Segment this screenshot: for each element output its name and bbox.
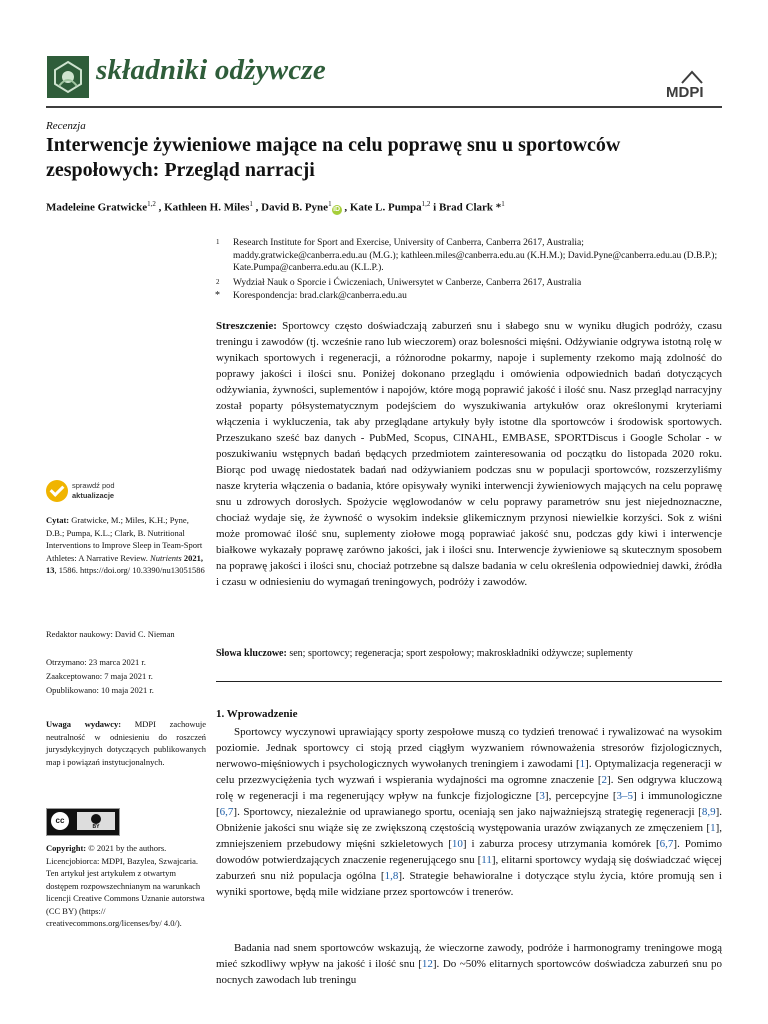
correspondence-text: Korespondencja: brad.clark@canberra.edu.au (233, 291, 407, 301)
abstract-label: Streszczenie: (216, 320, 277, 332)
copyright-text: © 2021 by the authors. Licencjobiorca: MDPI, Bazylea, Szwajcaria. Ten artykuł jest artykułem z otwartym dostępem rozpowszechnianym na warunkach licencji Creative Commons Uznanie autorstwa (CC BY) (https:// creativecommons.org/licenses/by/ 4.0/). (46, 843, 205, 928)
paragraph-text: ]. Optymalizacja regeneracji w celu przezwyciężenia tych wyzwań i wspierania wydajności ma ogromne znaczenie [ (216, 758, 723, 786)
author-name[interactable]: Kathleen H. Miles (164, 201, 250, 214)
citation-reference-link[interactable]: 12 (421, 958, 433, 970)
affiliation-2 (216, 277, 722, 290)
citation-label: Cytat: (46, 515, 70, 525)
author-affiliation-marker: 1 (328, 200, 332, 208)
journal-logo (47, 56, 89, 98)
citation-reference-link[interactable]: 11 (481, 854, 492, 866)
paragraph-text: ] i zaburza procesy utrzymania komórek [ (462, 838, 660, 850)
publisher-note-label: Uwaga wydawcy: (46, 719, 122, 729)
affiliation-number: 2 (216, 278, 220, 286)
received-date: Otrzymano: 23 marca 2021 r. (46, 657, 146, 667)
author-affiliation-marker: 1 (501, 200, 505, 208)
header-divider (46, 106, 722, 108)
journal-name: składniki odżywcze (96, 54, 326, 86)
citation-reference-link[interactable]: 2 (601, 774, 608, 786)
paragraph-text: ], percepcyjne [ (544, 790, 617, 802)
correspondence-marker: * (215, 290, 220, 301)
author-separator: , (341, 201, 350, 214)
citation-doi[interactable]: , 1586. https://doi.org/ 10.3390/nu13051586 (54, 565, 205, 575)
citation-reference-link[interactable]: 8,9 (701, 806, 716, 818)
paragraph-text: ]. Strategie behawioralne i dotyczące stylu życia, które promują sen i wyniki sportowe, będą mile widziane przez sportowców i trenerów. (216, 870, 722, 898)
citation-reference-link[interactable]: 1,8 (384, 870, 399, 882)
body-paragraph-1 (216, 724, 722, 900)
orcid-icon[interactable]: iD (333, 205, 341, 213)
published-date: Opublikowano: 10 maja 2021 r. (46, 685, 154, 695)
citation-reference-link[interactable]: 1 (579, 758, 586, 770)
affiliation-1 (216, 237, 722, 277)
author-name[interactable]: Kate L. Pumpa (349, 201, 422, 214)
accepted-date: Zaakceptowano: 7 maja 2021 r. (46, 671, 153, 681)
author-affiliation-marker: 1,2 (147, 200, 156, 208)
keywords (216, 647, 722, 661)
paragraph-text: Badania nad snem sportowców wskazują, że wieczorne zawody, podróże i harmonogramy treningowe mogą mieć szkodliwy wpływ na jakość i ilość snu [ (216, 942, 722, 970)
author-name[interactable]: David B. Pyne (261, 201, 329, 214)
citation-journal: Nutrients (150, 552, 182, 563)
affiliation-number: 1 (216, 238, 220, 246)
citation-reference-link[interactable]: 6,7 (219, 806, 234, 818)
paragraph-text: ]. Sen odgrywa kluczową rolę w regeneracji i ma regenerujący wpływ na funkcje fizjologiczne [ (216, 774, 722, 802)
author-affiliation-marker: 1 (249, 200, 253, 208)
author-name[interactable]: Madeleine Gratwicke (46, 201, 148, 214)
author-name[interactable]: Brad Clark * (438, 201, 502, 214)
article-type: Recenzja (46, 120, 86, 132)
publisher-note (46, 718, 206, 768)
copyright (46, 842, 206, 930)
author-affiliation-marker: 1,2 (421, 200, 431, 208)
paragraph-text: ], elitarni sportowcy wydają się doświadczać więcej zaburzeń snu niż populacja ogólna [ (216, 854, 722, 882)
author-separator: , (252, 201, 262, 214)
cc-label: cc (51, 812, 69, 830)
mdpi-logo-icon (680, 70, 704, 84)
attribution-person-icon (91, 814, 101, 824)
citation-reference-link[interactable]: 6,7 (659, 838, 674, 850)
keywords-label: Słowa kluczowe: (216, 648, 287, 659)
keywords-text: sen; sportowcy; regeneracja; sport zespołowy; makroskładniki odżywcze; suplementy (289, 648, 633, 659)
citation-year: 2021, 13 (46, 552, 203, 575)
body-paragraph-2 (216, 940, 722, 988)
author-separator: , (155, 201, 165, 214)
cc-by-license-icon[interactable] (46, 808, 120, 836)
article-title: Interwencje żywieniowe mające na celu poprawę snu u sportowców zespołowych: Przegląd narracji (46, 134, 621, 181)
journal-emblem-icon (47, 56, 89, 98)
abstract (216, 318, 722, 590)
paragraph-text: ]. Pomimo dowodów potwierdzających znaczenie regenerującego snu [ (216, 838, 723, 866)
citation-reference-link[interactable]: 3 (539, 790, 545, 802)
affiliation-text: Wydział Nauk o Sporcie i Ćwiczeniach, Uniwersytet w Canberze, Canberra 2617, Australia (233, 278, 582, 288)
publisher-logo (664, 70, 722, 106)
paragraph-text: ], zmniejszeniem przebudowy mięśni szkieletowych [ (216, 822, 722, 850)
publisher-name: MDPI (666, 84, 704, 101)
publisher-note-text: MDPI zachowuje neutralność w odniesieniu do roszczeń jurysdykcyjnych dotyczących publikowanych map i powiązań instytucjonalnych. (46, 719, 206, 767)
paragraph-text: Sportowcy wyczynowi uprawiający sporty zespołowe muszą co tydzień trenować i rywalizować na wysokim poziomie. Jednak sportowcy ci stoją przed ciągłym wyzwaniem równoważenia stresorów fizjologicznych, nerwowo-mięśniowych i psychologicznych wywołanych treningiem i zawodami [ (216, 726, 722, 770)
author-separator: i (430, 201, 439, 214)
keywords-divider (216, 681, 722, 682)
paragraph-text: ] i immunologiczne [ (216, 790, 722, 818)
citation-reference-link[interactable]: 3–5 (616, 790, 633, 802)
citation-text: Gratwicke, M.; Miles, K.H.; Pyne, D.B.; Pumpa, K.L.; Clark, B. Nutritional Interventions to Improve Sleep in Team-Sport Athletes: A Narrative Review. (46, 515, 203, 563)
academic-editor: Redaktor naukowy: David C. Nieman (46, 629, 175, 639)
by-label: BY (92, 824, 100, 830)
paragraph-text: ]. Sportowcy, niezależnie od uprawianego sportu, oceniają sen jako najważniejszą strategię regeneracji [ (233, 806, 702, 818)
section-heading: 1. Wprowadzenie (216, 708, 298, 720)
by-box (77, 812, 115, 830)
citation-reference-link[interactable]: 10 (451, 838, 463, 850)
check-for-updates-icon[interactable] (46, 480, 68, 502)
citation (46, 514, 206, 577)
check-for-updates-link[interactable] (72, 481, 115, 501)
citation-reference-link[interactable]: 1 (710, 822, 716, 834)
author-list (46, 200, 722, 215)
correspondence (216, 290, 722, 303)
affiliation-text: Research Institute for Sport and Exercise, University of Canberra, Canberra 2617, Australia; maddy.gratwicke@canberra.edu.au (M.G.); kathleen.miles@canberra.edu.au (K.H.M.); David.Pyne@canberra.edu.au (D.B.P.); Kate.Pumpa@canberra.edu.au (K.L.P.). (233, 238, 718, 273)
check-updates-line: aktualizacje (72, 491, 115, 500)
abstract-text: Sportowcy często doświadczają zaburzeń snu i słabego snu w wyniku długich podróży, czasu treningu i zawodów (tj. wcześnie rano lub wieczorem) oraz bolesności mięśni. Odżywianie odgrywa istotną rolę w wynikach sportowych i regeneracji, a różnorodne pokarmy, napoje i suplementy rzekomo mają zdolność do poprawy jakości i ilości snu. Poniżej dokonano przeglądu i omówienia odpowiednich badań dotyczących odżywiania, żywności, suplementów i napojów, które mogą poprawić jakość i ilość snu. Nasz przegląd narracyjny został poparty półsystematycznym podejściem do wyszukiwania artykułów oraz określonymi kryteriami włączenia i wykluczenia, tak aby przeglądane artykuły były istotne dla sportowców i środowisk sportowych. Przeszukano sześć baz danych - PubMed, Scopus, CINAHL, EMBASE, SPORTDiscus i Google Scholar - w poszukiwaniu wstępnych badań będących przedmiotem zainteresowania od początku do listopada 2020 roku. Biorąc pod uwagę niedostatek badań nad odżywianiem podczas snu w populacji sportowców, rozszerzyliśmy nasze kryteria włączenia o badania, które opisywały wyniki interwencji żywieniowych mających na celu poprawę snu u zdrowych dorosłych. Spożycie węglowodanów w celu poprawy parametrów snu jest niejednoznaczne, chociaż wydaje się, że żywność o wysokim indeksie glikemicznym przynosi niewielkie korzyści. Sok z wiśni może promować ilość snu, suplementy ziołowe mogą poprawiać jakość snu, podczas gdy kiwi i interwencje białkowe wykazały poprawę zarówno jakości, jak i ilości snu. Interwencje żywieniowe są skutecznym sposobem na poprawę jakości i ilości snu, chociaż potrzebne są dalsze badania w celu określenia odpowiedniej dawki, źródła i czasu w odniesieniu do wymagań treningowych, podróży i zawodów. (216, 320, 722, 588)
check-updates-line: sprawdź pod (72, 481, 115, 490)
paragraph-text: ]. Do ~50% elitarnych sportowców doświadcza zaburzeń snu po nocnych zawodach lub treningu (216, 958, 722, 986)
paragraph-text: ]. Obniżenie jakości snu wiąże się ze zwiększoną częstością występowania urazów związanych ze zmęczeniem [ (216, 806, 722, 834)
copyright-label: Copyright: (46, 843, 87, 853)
